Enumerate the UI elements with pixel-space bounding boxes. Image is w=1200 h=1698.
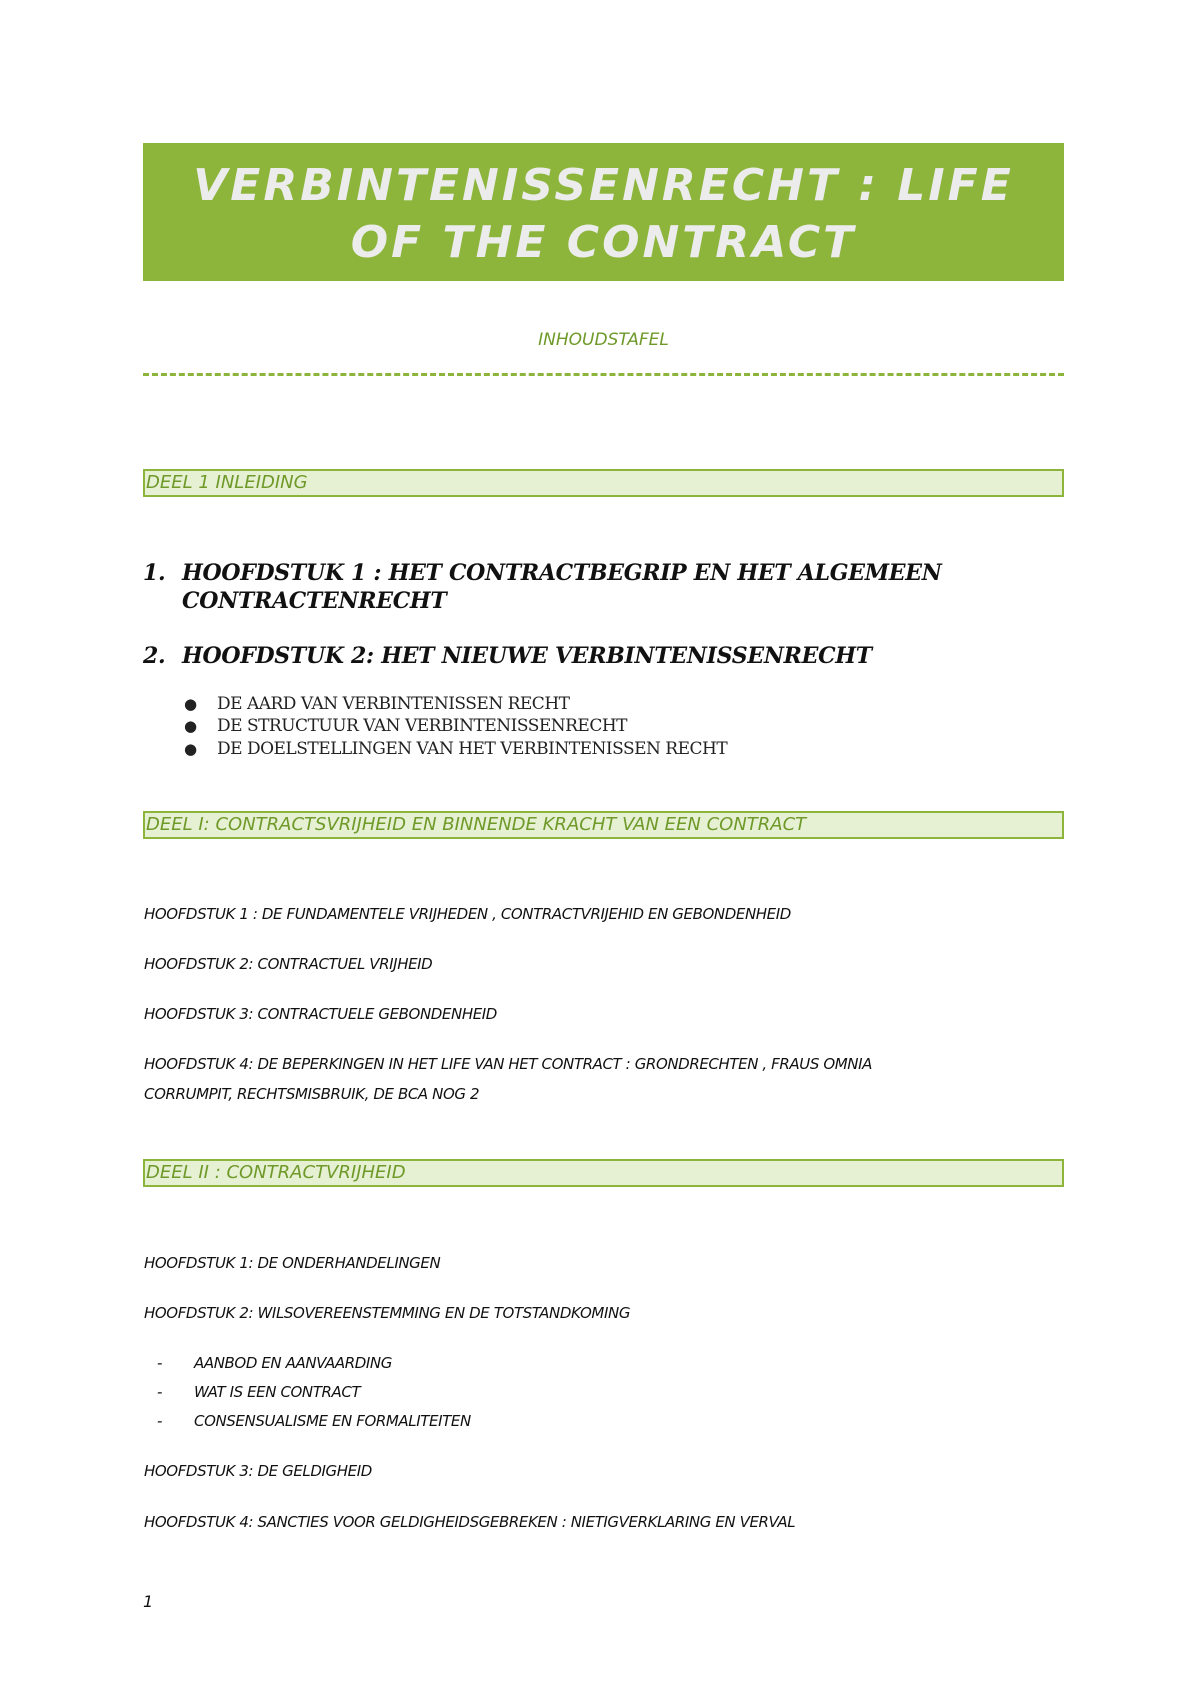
toc-entry-continuation: CORRUMPIT, RECHTSMISBRUIK, DE BCA NOG 2 — [144, 1085, 480, 1103]
toc-entry: HOOFDSTUK 3: CONTRACTUELE GEBONDENHEID — [144, 1005, 497, 1023]
toc-heading: INHOUDSTAFEL — [538, 330, 669, 350]
section-heading-deel-1: DEEL 1 INLEIDING — [143, 469, 1064, 497]
document-title-line-2: OF THE CONTRACT — [350, 217, 857, 268]
dash-list-item — [157, 1411, 471, 1431]
section-heading-deel-i: DEEL I: CONTRACTSVRIJHEID EN BINNENDE KRACHT VAN EEN CONTRACT — [143, 811, 1064, 839]
dash-item-text: AANBOD EN AANVAARDING — [194, 1354, 392, 1372]
toc-entry: HOOFDSTUK 4: DE BEPERKINGEN IN HET LIFE VAN HET CONTRACT : GRONDRECHTEN , FRAUS OMNIA — [144, 1055, 872, 1073]
chapter-title-line-2: CONTRACTENRECHT — [182, 588, 447, 614]
chapter-title-line-1: HOOFDSTUK 2: HET NIEUWE VERBINTENISSENRECHT — [182, 643, 872, 669]
bullet-text: DE AARD VAN VERBINTENISSEN RECHT — [217, 694, 570, 714]
toc-entry: HOOFDSTUK 2: WILSOVEREENSTEMMING EN DE TOTSTANDKOMING — [144, 1304, 631, 1322]
dash-item-text: WAT IS EEN CONTRACT — [194, 1383, 361, 1401]
dash-item-text: CONSENSUALISME EN FORMALITEITEN — [194, 1412, 471, 1430]
bullet-item — [184, 693, 569, 715]
bullet-icon: ● — [184, 740, 197, 758]
dash-marker: - — [157, 1354, 163, 1372]
dash-list-item — [157, 1382, 360, 1402]
bullet-text: DE STRUCTUUR VAN VERBINTENISSENRECHT — [217, 716, 628, 736]
document-title-line-1: VERBINTENISSENRECHT : LIFE — [193, 160, 1014, 211]
page-number: 1 — [143, 1592, 154, 1611]
dash-marker: - — [157, 1383, 163, 1401]
bullet-text: DE DOELSTELLINGEN VAN HET VERBINTENISSEN RECHT — [217, 739, 728, 759]
chapter-number: 1. — [143, 560, 166, 586]
chapter-title-line-1: HOOFDSTUK 1 : HET CONTRACTBEGRIP EN HET ALGEMEEN — [182, 560, 942, 586]
bullet-item — [184, 738, 727, 760]
bullet-icon: ● — [184, 717, 197, 735]
toc-entry: HOOFDSTUK 2: CONTRACTUEL VRIJHEID — [144, 955, 433, 973]
chapter-number: 2. — [143, 643, 166, 669]
dash-marker: - — [157, 1412, 163, 1430]
document-title-banner — [143, 143, 1064, 281]
bullet-icon: ● — [184, 695, 197, 713]
toc-entry: HOOFDSTUK 3: DE GELDIGHEID — [144, 1462, 372, 1480]
chapter-heading-2 — [143, 642, 1043, 670]
section-heading-deel-ii: DEEL II : CONTRACTVRIJHEID — [143, 1159, 1064, 1187]
toc-entry: HOOFDSTUK 1: DE ONDERHANDELINGEN — [144, 1254, 441, 1272]
toc-entry: HOOFDSTUK 4: SANCTIES VOOR GELDIGHEIDSGEBREKEN : NIETIGVERKLARING EN VERVAL — [144, 1513, 796, 1531]
toc-entry: HOOFDSTUK 1 : DE FUNDAMENTELE VRIJHEDEN , CONTRACTVRIJEHID EN GEBONDENHEID — [144, 905, 791, 923]
chapter-heading-1 — [143, 559, 1043, 615]
toc-divider — [143, 373, 1064, 376]
dash-list-item — [157, 1353, 392, 1373]
bullet-item — [184, 715, 627, 737]
